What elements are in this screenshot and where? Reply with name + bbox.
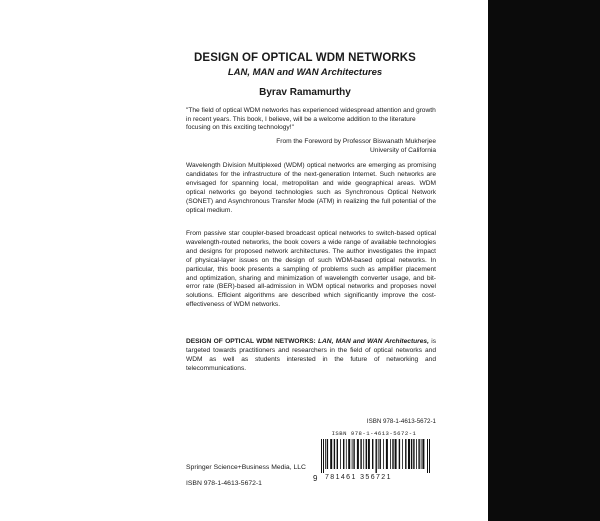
barcode-bar [334,439,335,469]
barcode-bar [327,439,328,469]
barcode-bar [408,439,410,469]
cover-spine-edge [488,0,600,521]
barcode-bar [337,439,338,469]
barcode-bar [418,439,419,469]
description-paragraph-2: From passive star coupler-based broadcast optical networks to switch-based optical wavelength-routed networks, the book covers a wide range of available technologies and designs for proposed network architectures. The author investigates the impact of physical-layer issues on the design of such WDM-based optical networks. In particular, this book presents a sampling of problems such as amplifier placement and optimization, sharing and minimization of wavelength converter usage, and bit-error rate (BER)-based all-admission in WDM optical networks and proposes novel solutions. Efficient algorithms are described which significantly improve the cost-effectiveness of WDM networks. [186,230,436,309]
barcode-bar [366,439,367,469]
barcode-bar [357,439,359,469]
barcode [313,430,435,490]
attribution-line-1: From the Foreword by Professor Biswanath Mukherjee [276,138,436,145]
barcode-bar [353,439,354,469]
quote-attribution [186,138,436,155]
barcode-bar [390,439,391,469]
barcode-bar [402,439,403,469]
description-paragraph-3 [186,338,436,374]
barcode-bar [427,439,428,473]
barcode-bar [340,439,341,469]
publisher-name: Springer Science+Business Media, LLC [186,464,306,471]
book-author: Byrav Ramamurthy [259,87,351,98]
barcode-bar [346,439,347,469]
barcode-lead-digit: 9 [313,474,318,483]
book-subtitle: LAN, MAN and WAN Architectures [227,67,383,78]
barcode-bar [386,439,388,469]
barcode-bar [429,439,430,473]
barcode-bar [352,439,353,469]
barcode-bar [405,439,406,469]
barcode-bar [368,439,370,469]
barcode-bar [321,439,322,473]
barcode-bar [395,439,397,469]
barcode-bar [330,439,332,469]
barcode-bar [378,439,379,469]
barcode-bar [392,439,393,469]
barcode-bar [411,439,412,469]
barcode-bar [413,439,414,469]
foreword-quote: "The field of optical WDM networks has experienced widespread attention and growth in recent years. This book, I believe, will be a welcome addition to the literature focusing on this exciting technology!" [186,107,436,132]
barcode-bar [372,439,373,469]
barcode-bar [383,439,384,469]
description-paragraph-1: Wavelength Division Multiplexed (WDM) optical networks are emerging as promising candidates for the infrastructure of the next-generation Internet. Such networks are envisaged for spanning local, metropolitan and wide geographical areas. WDM optical networks go beyond technologies such as Synchronous Optical Network (SONET) and Asynchronous Transfer Mode (ATM) in realizing the full potential of the optical medium. [186,162,436,214]
barcode-bar [376,439,377,473]
barcode-bar [323,439,324,473]
paragraph-3-bold-title: DESIGN OF OPTICAL WDM NETWORKS: [186,338,319,345]
book-title: DESIGN OF OPTICAL WDM NETWORKS [194,52,416,64]
barcode-bar [421,439,422,469]
paragraph-3-text: is targeted towards practitioners and researchers in the field of optical networks and WDM as well as students interested in the future of networking and telecommunications. [186,338,437,372]
paragraph-3-bold-italic-subtitle: LAN, MAN and WAN Architectures, [318,338,429,345]
barcode-digits: 781461 356721 [325,474,392,481]
barcode-bar [380,439,381,469]
isbn-top: ISBN 978-1-4613-5672-1 [366,418,436,425]
barcode-bar [325,439,326,469]
barcode-bar [363,439,364,469]
barcode-bar [399,439,400,469]
barcode-isbn-label: ISBN 978-1-4613-5672-1 [331,430,417,437]
barcode-bar [348,439,350,469]
isbn-bottom: ISBN 978-1-4613-5672-1 [186,480,262,487]
barcode-bars [319,439,431,473]
attribution-line-2: University of California [370,146,436,154]
barcode-bar [343,439,344,469]
barcode-bar [422,439,424,469]
barcode-bar [360,439,361,469]
barcode-bar [416,439,417,469]
